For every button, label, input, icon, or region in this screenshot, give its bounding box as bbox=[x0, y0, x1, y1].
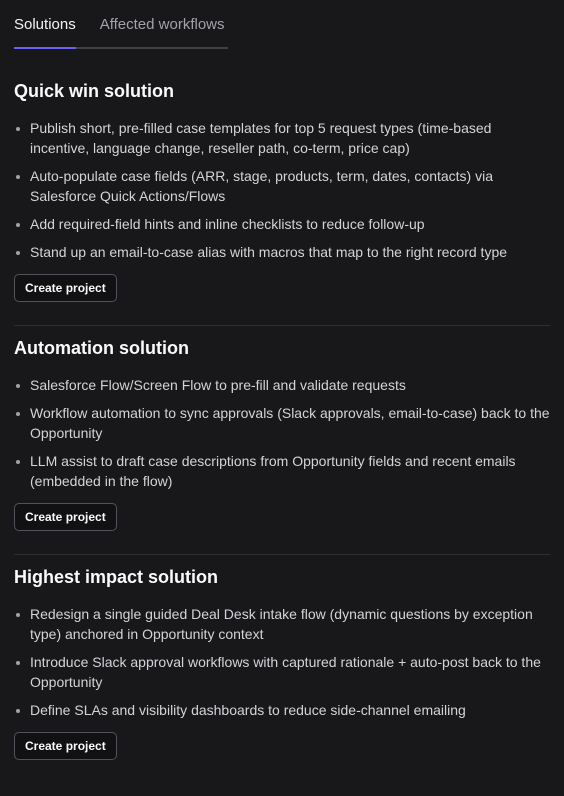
list-item: Define SLAs and visibility dashboards to reduce side-channel emailing bbox=[14, 700, 550, 720]
list-item: Publish short, pre-filled case templates for top 5 request types (time-based incentive, language change, reseller path, co-term, price cap) bbox=[14, 118, 550, 158]
section-divider bbox=[14, 554, 550, 555]
list-item: Salesforce Flow/Screen Flow to pre-fill and validate requests bbox=[14, 375, 550, 395]
highest-impact-section bbox=[14, 566, 550, 760]
tab-bar bbox=[14, 0, 228, 49]
section-divider bbox=[14, 325, 550, 326]
list-item: Workflow automation to sync approvals (Slack approvals, email-to-case) back to the Opportunity bbox=[14, 403, 550, 443]
create-project-button[interactable]: Create project bbox=[14, 732, 117, 760]
list-item: Auto-populate case fields (ARR, stage, products, term, dates, contacts) via Salesforce Quick Actions/Flows bbox=[14, 166, 550, 206]
section-title: Automation solution bbox=[14, 338, 189, 358]
list-item: Redesign a single guided Deal Desk intake flow (dynamic questions by exception type) anchored in Opportunity context bbox=[14, 604, 550, 644]
section-title: Highest impact solution bbox=[14, 567, 219, 587]
solution-list bbox=[14, 118, 550, 262]
list-item: Introduce Slack approval workflows with captured rationale + auto-post back to the Opportunity bbox=[14, 652, 550, 692]
automation-section bbox=[14, 337, 550, 531]
section-title: Quick win solution bbox=[14, 81, 175, 101]
list-item: Stand up an email-to-case alias with macros that map to the right record type bbox=[14, 242, 550, 262]
list-item: LLM assist to draft case descriptions from Opportunity fields and recent emails (embedded in the flow) bbox=[14, 451, 550, 491]
solution-list bbox=[14, 604, 550, 720]
solution-list bbox=[14, 375, 550, 491]
create-project-button[interactable]: Create project bbox=[14, 503, 117, 531]
create-project-button[interactable]: Create project bbox=[14, 274, 117, 302]
tab-affected-workflows[interactable]: Affected workflows bbox=[99, 16, 225, 33]
quick-win-section bbox=[14, 80, 550, 302]
tab-solutions[interactable]: Solutions bbox=[14, 0, 76, 47]
list-item: Add required-field hints and inline checklists to reduce follow-up bbox=[14, 214, 550, 234]
